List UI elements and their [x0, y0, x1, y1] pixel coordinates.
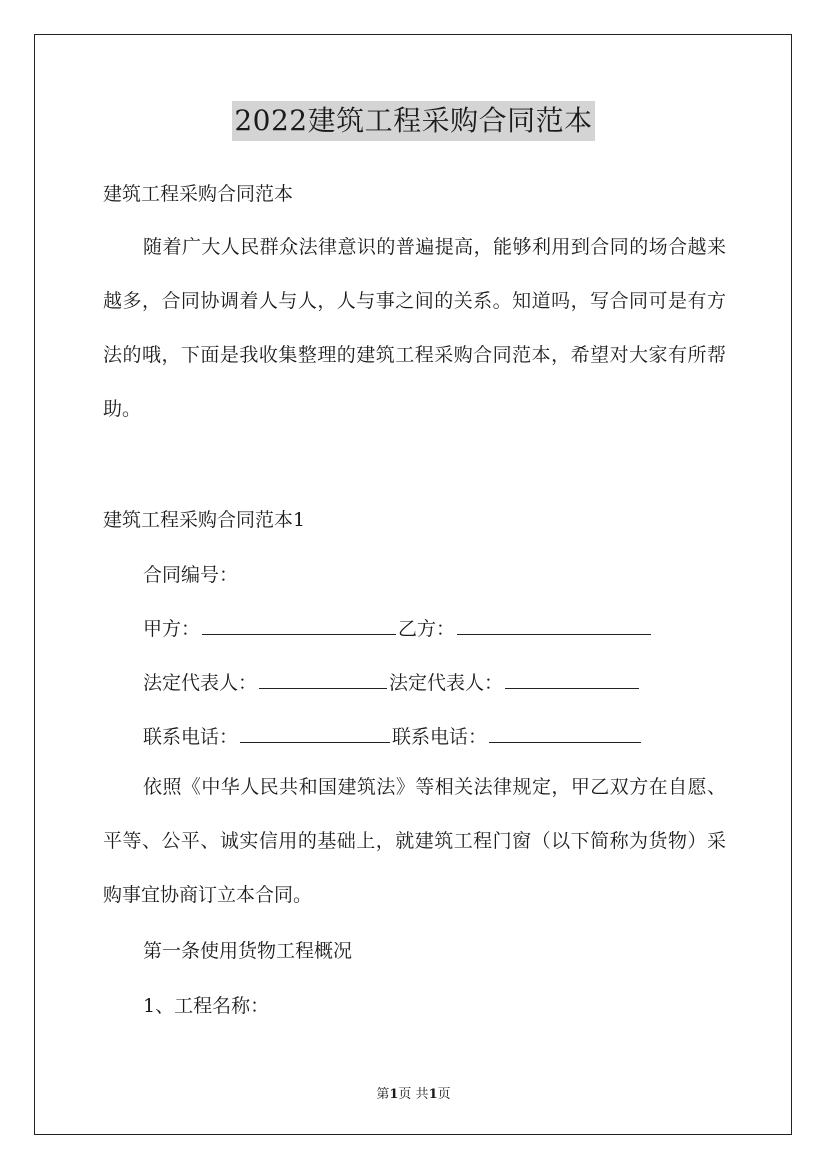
list-item: 1、工程名称：: [143, 995, 270, 1017]
legal-rep-b-label: 法定代表人：: [389, 672, 504, 694]
party-a-blank: [202, 616, 396, 635]
legal-rep-b-blank: [505, 670, 639, 689]
page-mid: 页 共: [398, 1087, 429, 1102]
page-prefix: 第: [376, 1087, 390, 1102]
section-heading: 建筑工程采购合同范本1: [103, 509, 306, 531]
phone-line: [143, 723, 643, 751]
basis-paragraph: 依照《中华人民共和国建筑法》等相关法律规定，甲乙双方在自愿、平等、公平、诚实信用的基础上，就建筑工程门窗（以下简称为货物）采购事宜协商订立本合同。: [103, 776, 726, 906]
page-suffix: 页: [437, 1087, 451, 1102]
title-block: [0, 101, 827, 141]
contract-number-label: 合同编号：: [143, 564, 239, 586]
party-b-label: 乙方：: [398, 618, 456, 640]
document-subtitle: 建筑工程采购合同范本: [103, 183, 294, 205]
party-line: [143, 615, 653, 643]
phone-a-label: 联系电话：: [143, 726, 239, 748]
party-b-blank: [457, 616, 651, 635]
article-heading: 第一条使用货物工程概况: [143, 940, 353, 962]
page-footer: [0, 1083, 827, 1102]
legal-rep-a-blank: [259, 670, 387, 689]
intro-paragraph: 随着广大人民群众法律意识的普遍提高，能够利用到合同的场合越来越多，合同协调着人与人，人与事之间的关系。知道吗，写合同可是有方法的哦，下面是我收集整理的建筑工程采购合同范本，希望对大家有所帮助。: [103, 236, 726, 420]
page-total: 1: [428, 1087, 438, 1102]
legal-rep-line: [143, 669, 641, 697]
legal-rep-a-label: 法定代表人：: [143, 672, 258, 694]
phone-a-blank: [240, 724, 390, 743]
phone-b-label: 联系电话：: [392, 726, 488, 748]
page-current: 1: [389, 1087, 399, 1102]
phone-b-blank: [489, 724, 641, 743]
party-a-label: 甲方：: [143, 618, 201, 640]
document-title: 2022建筑工程采购合同范本: [232, 101, 594, 141]
